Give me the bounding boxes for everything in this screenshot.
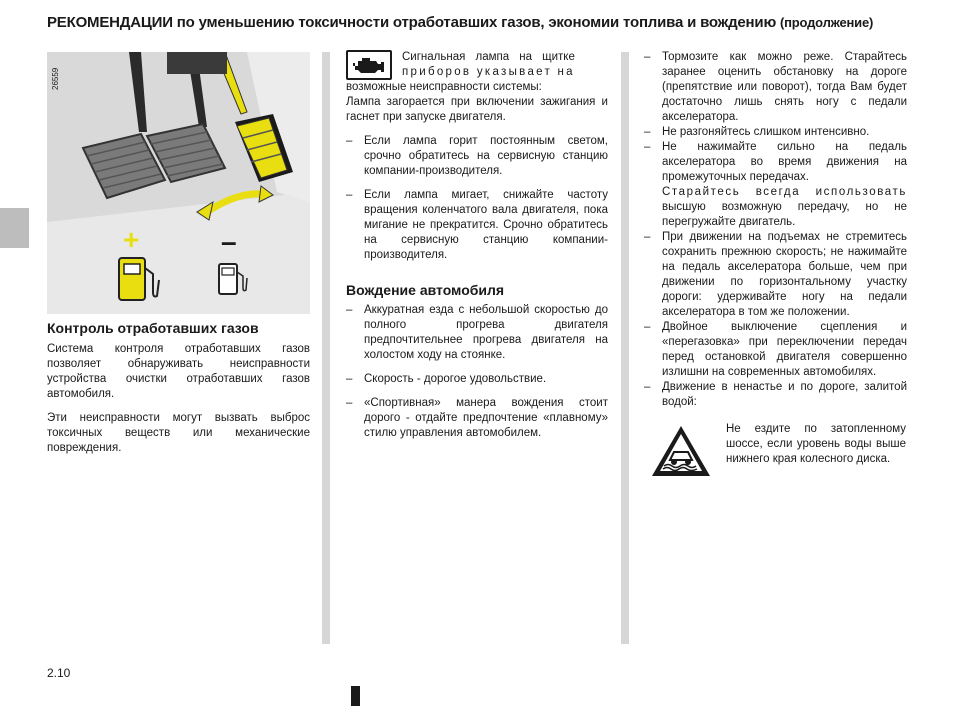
flood-warning-block [650,422,907,478]
list-item: – Не нажимайте сильно на педаль акселератора во время движения на промежуточных передачах. [644,140,907,185]
pedals-drawing [47,52,310,314]
column-separator [322,52,330,644]
minus-sign: – [221,226,237,257]
title-bold: РЕКОМЕНДАЦИИ [47,14,173,31]
list-item: – «Спортивная» манера вождения стоит дорого - отдайте предпочтение «плавному» стилю управления автомобилем. [346,396,608,441]
driving-tips-list-2 [644,230,907,410]
warning-line-2: приборов указывает на [402,66,575,78]
title-rest: по уменьшению токсичности отработавших газов, экономии топлива и вождению [176,14,777,31]
figure-code: 26559 [51,67,60,90]
list-item: – Двойное выключение сцепления и «перегазовка» при переключении передач перед остановкой двигателя совершенно излишни на современных автомобилях. [644,320,907,380]
driving-heading: Вождение автомобиля [346,282,505,298]
page-number: 2.10 [47,666,71,680]
list-item: – Если лампа горит постоянным светом, срочно обратитесь на сервисную станцию компании-производителя. [346,134,608,179]
exhaust-control-paragraph-2: Эти неисправности могут вызвать выброс токсичных веществ или механические повреждения. [47,412,310,454]
column-separator [621,52,629,644]
list-item: – Не разгоняйтесь слишком интенсивно. [644,125,907,140]
column-3 [644,50,907,478]
exhaust-control-paragraph-1: Система контроля отработавших газов позволяет обнаруживать неисправности устройства очистки отработавших газов автомобиля. [47,343,310,400]
engine-warning-icon [346,50,392,80]
column-2 [346,50,608,450]
footer-mark [351,686,360,706]
driving-list [346,303,608,441]
list-item: – Аккуратная езда с небольшой скоростью до полного прогрева двигателя предпочтительнее прогрева двигателя на холостом ходу на стоянке. [346,303,608,363]
column-1 [47,52,310,465]
warning-list [346,134,608,263]
flood-warning-text: Не ездите по затопленному шоссе, если уровень воды выше нижнего края колесного диска. [726,423,906,465]
exhaust-control-heading: Контроль отработавших газов [47,320,259,336]
list-item: – При движении на подъемах не стремитесь сохранить прежнюю скорость; не нажимайте на педаль акселератора больше, чем при движении по горизонтальному участку дороги: удерживайте ногу на педали акселератора в том же положении. [644,230,907,320]
title-continuation: (продолжение) [780,15,874,30]
list-item: – Тормозите как можно реже. Старайтесь заранее оценить обстановку на дороге (препятствие или поворот), тогда Вам будет достаточно лишь снять ногу с педали акселератора. [644,50,907,125]
page-title [47,14,927,31]
driving-tips-list [644,50,907,185]
warning-line-3: возможные неисправности системы: [346,81,542,93]
section-tab [0,208,29,248]
flooded-road-warning-icon [650,424,712,478]
warning-line-1: Сигнальная лампа на щитке [402,51,575,63]
list-item: – Если лампа мигает, снижайте частоту вращения коленчатого вала двигателя, пока мигание не прекратится. Срочно обратитесь на сервисную станцию компании-производителя. [346,188,608,263]
subnote-rest: высшую возможную передачу, но не перегружайте двигатель. [662,201,907,228]
subnote-lead: Старайтесь всегда использовать [662,186,907,198]
list-item: – Скорость - дорогое удовольствие. [346,372,608,387]
plus-sign: + [123,224,140,255]
warning-line-4: Лампа загорается при включении зажигания и гаснет при запуске двигателя. [346,96,608,123]
gear-subnote [644,185,907,230]
warning-lamp-block [346,50,608,80]
list-item: – Движение в ненастье и по дороге, залитой водой: [644,380,907,410]
pedals-illustration [47,52,310,314]
